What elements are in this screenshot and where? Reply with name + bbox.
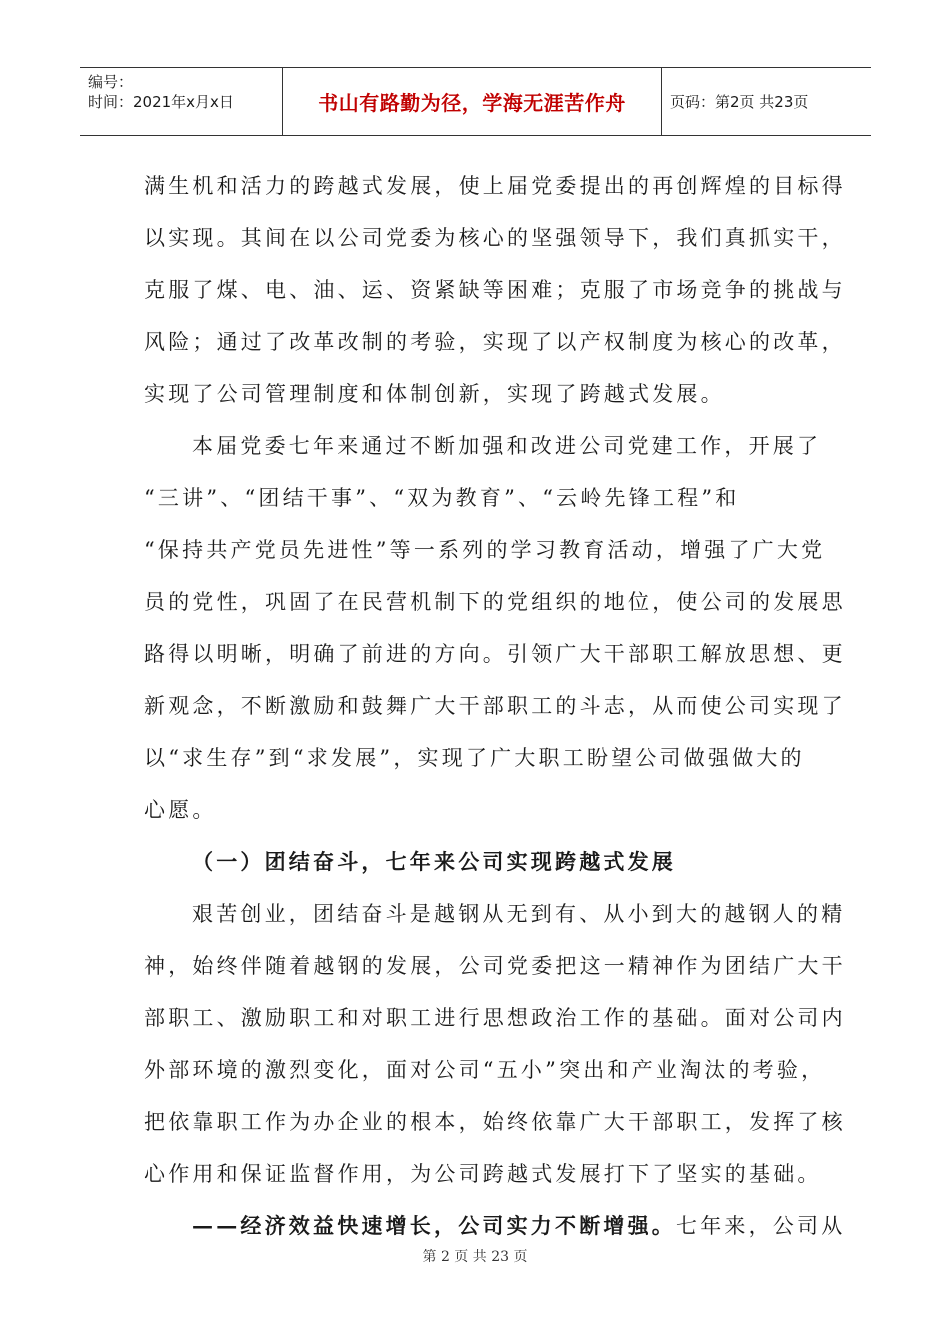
paragraph-line: “保持共产党员先进性”等一系列的学习教育活动，增强了广大党 xyxy=(144,538,826,562)
paragraph-line: 路得以明晰，明确了前进的方向。引领广大干部职工解放思想、更 xyxy=(144,642,846,666)
paragraph-line: 部职工、激励职工和对职工进行思想政治工作的基础。面对公司内 xyxy=(144,1006,846,1030)
paragraph-line: 满生机和活力的跨越式发展，使上届党委提出的再创辉煌的目标得 xyxy=(144,174,846,198)
section-heading: （一）团结奋斗，七年来公司实现跨越式发展 xyxy=(192,849,676,874)
paragraph-text: 七年来，公司从 xyxy=(676,1214,846,1238)
paragraph-line: 外部环境的激烈变化，面对公司“五小”突出和产业淘汰的考验， xyxy=(144,1058,826,1082)
document-header xyxy=(80,67,871,136)
paragraph-line: 心愿。 xyxy=(144,798,217,822)
paragraph-line: 克服了煤、电、油、运、资紧缺等困难；克服了市场竞争的挑战与 xyxy=(144,278,846,302)
bold-lead-text: ——经济效益快速增长，公司实力不断增强。 xyxy=(192,1213,676,1238)
paragraph-line: 实现了公司管理制度和体制创新，实现了跨越式发展。 xyxy=(144,382,725,406)
header-meta xyxy=(80,68,283,135)
document-number-label: 编号： xyxy=(88,73,134,91)
paragraph-line: 员的党性，巩固了在民营机制下的党组织的地位，使公司的发展思 xyxy=(144,590,846,614)
header-page-label: 页码：第2页 共23页 xyxy=(670,93,809,111)
paragraph-line xyxy=(144,1200,846,1252)
paragraph-line: 神，始终伴随着越钢的发展，公司党委把这一精神作为团结广大干 xyxy=(144,954,846,978)
paragraph-line: 把依靠职工作为办企业的根本，始终依靠广大干部职工，发挥了核 xyxy=(144,1110,846,1134)
header-motto: 书山有路勤为径，学海无涯苦作舟 xyxy=(283,68,662,135)
document-date-label: 时间：2021年x月x日 xyxy=(88,93,234,111)
paragraph-line: 风险；通过了改革改制的考验，实现了以产权制度为核心的改革， xyxy=(144,330,846,354)
paragraph-line: “三讲”、“团结干事”、“双为教育”、“云岭先锋工程”和 xyxy=(144,486,740,510)
paragraph-line: 新观念，不断激励和鼓舞广大干部职工的斗志，从而使公司实现了 xyxy=(144,694,846,718)
page-footer: 第 2 页 共 23 页 xyxy=(422,1249,528,1265)
paragraph-line: 本届党委七年来通过不断加强和改进公司党建工作，开展了 xyxy=(192,434,822,458)
paragraph-line: 以实现。其间在以公司党委为核心的坚强领导下，我们真抓实干， xyxy=(144,226,846,250)
paragraph-line: 以“求生存”到“求发展”，实现了广大职工盼望公司做强做大的 xyxy=(144,746,805,770)
paragraph-line: 心作用和保证监督作用，为公司跨越式发展打下了坚实的基础。 xyxy=(144,1162,822,1186)
document-body xyxy=(144,160,846,1252)
paragraph-line: 艰苦创业，团结奋斗是越钢从无到有、从小到大的越钢人的精 xyxy=(192,902,846,926)
